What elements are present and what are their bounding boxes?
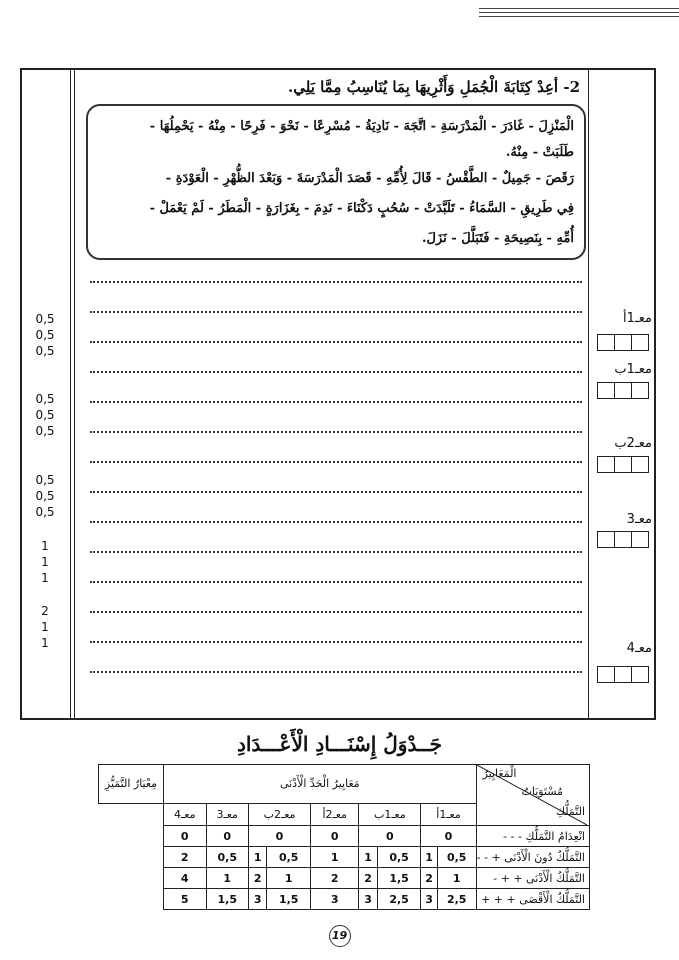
table-cell: 5 [164,889,207,910]
answer-line[interactable] [90,641,582,643]
column-header: معـ2أ [311,803,359,825]
table-cell: 1,5 [377,868,421,889]
score-value: 0,5 [35,505,55,519]
word-bank-line: رَقَصَ - جَمِيلٌ - الطَّقْسُ - قَالَ لِأُمِّهِ - قَصَدَ الْمَدْرَسَةَ - وَبَعْدَ الظُّهْرِ - الْعَوْدَةِ - [165,171,574,186]
level-label: التَّمَلُّكُ الْأَدْنَى + + - [476,868,589,889]
answer-line[interactable] [90,371,582,373]
page-number [0,924,679,947]
column-header: معـ1ب [359,803,421,825]
score-value: 1 [41,539,49,553]
score-value: 1 [41,620,49,634]
criterion-score-boxes[interactable] [597,382,649,399]
score-value: 0,5 [35,328,55,342]
word-bank-line: طَلَبَتْ - مِنْهُ. [505,145,574,160]
table-cell: 1 [311,847,359,868]
table-cell: 1,5 [206,889,248,910]
score-value: 0,5 [35,473,55,487]
table-cell: 0 [248,826,310,847]
grading-table-title: جَــدْوَلُ إِسْنَـــادِ الْأَعْـــدَادِ [236,732,443,756]
answer-line[interactable] [90,551,582,553]
level-label: التَّمَلُّكُ الْأَقْصَى + + + [476,889,589,910]
criterion-label: معـ2ب [614,436,652,451]
column-header: معـ3 [206,803,248,825]
table-cell: 0 [359,826,421,847]
table-cell: 2 [359,868,377,889]
excellence-header: مِعْيَارُ التَّمَيُّزِ [99,765,164,804]
table-cell: 0 [421,826,476,847]
corner-criteria-label: الْمَعَايِيرُ [482,767,517,780]
table-row [99,889,590,910]
word-bank-line: الْمَنْزِلَ - غَادَرَ - الْمَدْرَسَةِ - اتَّجَهَ - نَادِيَةُ - مُسْرِعًا - نَحْوَ - فَرِحًا - مِنْهُ - يَحْمِلُهَا - [149,119,574,134]
level-label: انْعِدَامُ التَّمَلُّكِ - - - [476,826,589,847]
min-criteria-header: مَعَايِيرُ الْحَدِّ الْأَدْنَى [164,765,477,804]
table-cell: 1 [437,868,476,889]
table-cell: 3 [359,889,377,910]
score-value: 0,5 [35,312,55,326]
table-cell: 1 [267,868,311,889]
answer-line[interactable] [90,461,582,463]
table-cell: 0 [311,826,359,847]
score-value: 1 [41,555,49,569]
score-value: 1 [41,636,49,650]
score-column-divider [70,70,71,718]
header-rule [479,16,679,17]
table-cell: 2,5 [437,889,476,910]
column-header: معـ1أ [421,803,476,825]
table-cell: 0,5 [267,847,311,868]
table-cell: 0,5 [437,847,476,868]
score-value: 0,5 [35,344,55,358]
criterion-label: معـ4 [626,641,652,656]
answer-line[interactable] [90,311,582,313]
word-bank-line: أُمِّهِ - بِنَصِيحَةِ - فَتَبَلَّلَ - نَزَلَ. [422,231,574,246]
page-number-text: 19 [329,925,351,947]
answer-line[interactable] [90,521,582,523]
column-header: معـ2ب [248,803,310,825]
table-cell: 2 [421,868,437,889]
table-row [99,826,590,847]
criterion-score-boxes[interactable] [597,531,649,548]
table-cell: 2 [248,868,266,889]
level-label: التَّمَلُّكُ دُونَ الْأَدْنَى + - - [476,847,589,868]
score-column-divider [74,70,75,718]
table-cell: 2 [311,868,359,889]
table-cell: 0 [206,826,248,847]
answer-line[interactable] [90,611,582,613]
grading-table [98,764,590,910]
answer-line[interactable] [90,491,582,493]
table-cell: 3 [248,889,266,910]
table-cell: 1 [359,847,377,868]
answer-line[interactable] [90,431,582,433]
table-cell: 1 [206,868,248,889]
task-title: 2- أعِدْ كِتَابَةَ الْجُمَلِ وَأَثْرِيهَا بِمَا يُنَاسِبُ مِمَّا يَلِي. [288,78,580,96]
table-cell: 0,5 [206,847,248,868]
answer-line[interactable] [90,281,582,283]
table-cell: 3 [421,889,437,910]
answer-line[interactable] [90,341,582,343]
header-rule [479,12,679,13]
score-value: 0,5 [35,489,55,503]
table-cell: 2 [164,847,207,868]
table-cell: 1,5 [267,889,311,910]
score-value: 0,5 [35,408,55,422]
answer-line[interactable] [90,401,582,403]
word-bank-line: فِي طَرِيقِ - السَّمَاءُ - تَلَبَّدَتْ - سُحُبٍ دَكْنَاءَ - نَدِمَ - بِغَزَارَةٍ - الْمَطَرُ - لَمْ يَعْمَلْ - [149,201,574,216]
criterion-score-boxes[interactable] [597,334,649,351]
criterion-score-boxes[interactable] [597,666,649,683]
table-cell: 3 [311,889,359,910]
table-cell: 2,5 [377,889,421,910]
score-value: 2 [41,604,49,618]
table-cell: 0 [164,826,207,847]
answer-line[interactable] [90,671,582,673]
score-value: 1 [41,571,49,585]
table-row [99,847,590,868]
criterion-label: معـ1ب [614,362,652,377]
answer-line[interactable] [90,581,582,583]
table-row [99,868,590,889]
score-value: 0,5 [35,392,55,406]
corner-levels-label: مُسْتَوَيَاتُ [521,785,563,798]
criterion-label: معـ3 [626,512,652,527]
criteria-column-divider [588,70,589,718]
word-bank [86,104,586,260]
header-rule [479,8,679,9]
table-cell: 0,5 [377,847,421,868]
score-value: 0,5 [35,424,55,438]
criterion-score-boxes[interactable] [597,456,649,473]
table-cell: 1 [421,847,437,868]
table-cell: 1 [248,847,266,868]
table-cell: 4 [164,868,207,889]
corner-ownership-label: التَّمَلُّكِ [556,805,585,818]
criterion-label: معـ1أ [623,311,652,326]
table-corner [476,765,589,826]
column-header: معـ4 [164,803,207,825]
